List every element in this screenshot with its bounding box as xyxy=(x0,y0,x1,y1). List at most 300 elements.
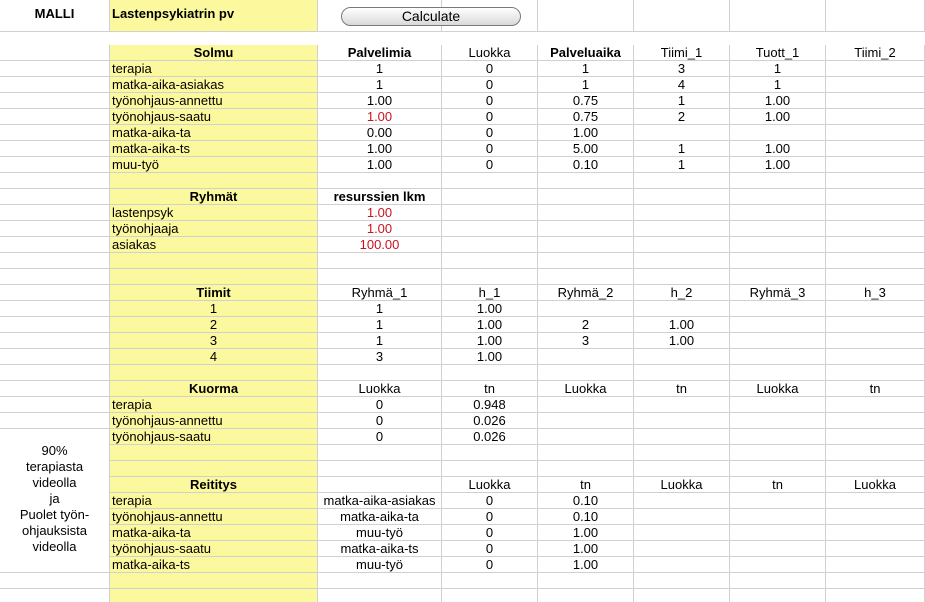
cell-c7[interactable] xyxy=(826,349,925,365)
cell-c2[interactable]: Luokka xyxy=(318,381,442,397)
cell-c3[interactable]: 0.948 xyxy=(442,397,538,413)
cell-c3[interactable]: h_1 xyxy=(442,285,538,301)
cell-c7[interactable] xyxy=(826,333,925,349)
side-note-line: videolla xyxy=(32,475,77,490)
sheet-row xyxy=(0,173,925,189)
cell-c7[interactable] xyxy=(826,493,925,509)
cell-c7[interactable] xyxy=(826,93,925,109)
calculate-button[interactable]: Calculate xyxy=(341,7,521,26)
cell-c5[interactable] xyxy=(634,205,730,221)
cell-c3[interactable]: 0 xyxy=(442,525,538,541)
cell-c7[interactable] xyxy=(826,61,925,77)
cell-c5[interactable] xyxy=(634,269,730,285)
cell-c4[interactable]: 0.10 xyxy=(538,157,634,173)
cell-c5[interactable] xyxy=(634,525,730,541)
cell-c7[interactable] xyxy=(826,461,925,477)
cell-c0[interactable] xyxy=(0,141,110,157)
cell-c1[interactable]: terapia xyxy=(110,397,318,413)
cell-c5[interactable] xyxy=(634,461,730,477)
cell-c2[interactable]: 1.00 xyxy=(318,93,442,109)
cell-c3[interactable] xyxy=(442,365,538,381)
cell-c3[interactable]: 1.00 xyxy=(442,349,538,365)
cell-c6[interactable]: 1.00 xyxy=(730,109,826,125)
cell-c2[interactable] xyxy=(318,173,442,189)
cell-c2[interactable]: 0.00 xyxy=(318,125,442,141)
cell-c1[interactable] xyxy=(110,269,318,285)
cell-c5[interactable] xyxy=(634,189,730,205)
cell-c1[interactable]: asiakas xyxy=(110,237,318,253)
cell-c4[interactable] xyxy=(538,189,634,205)
cell-c6[interactable] xyxy=(730,365,826,381)
cell-c4[interactable]: Palveluaika xyxy=(538,45,634,61)
cell-empty[interactable] xyxy=(826,0,925,32)
cell-c4[interactable]: 0.10 xyxy=(538,493,634,509)
cell-c1[interactable]: matka-aika-ta xyxy=(110,525,318,541)
cell-c4[interactable]: Ryhmä_2 xyxy=(538,285,634,301)
cell-c7[interactable] xyxy=(826,589,925,602)
cell-c7[interactable] xyxy=(826,445,925,461)
cell-c0[interactable] xyxy=(0,285,110,301)
cell-model-name[interactable]: Lastenpsykiatrin pv xyxy=(110,0,318,32)
cell-c5[interactable] xyxy=(634,365,730,381)
cell-c3[interactable]: 0 xyxy=(442,509,538,525)
cell-c6[interactable]: 1.00 xyxy=(730,93,826,109)
cell-c5[interactable] xyxy=(634,573,730,589)
cell-c1[interactable]: työnohjaus-annettu xyxy=(110,509,318,525)
cell-c5[interactable] xyxy=(634,301,730,317)
cell-c0[interactable] xyxy=(0,317,110,333)
cell-c3[interactable] xyxy=(442,269,538,285)
cell-c3[interactable]: 1.00 xyxy=(442,301,538,317)
cell-c0[interactable] xyxy=(0,333,110,349)
cell-c6[interactable]: Tuott_1 xyxy=(730,45,826,61)
cell-c3[interactable]: 0 xyxy=(442,93,538,109)
cell-c3[interactable]: tn xyxy=(442,381,538,397)
cell-c6[interactable] xyxy=(730,189,826,205)
cell-c1[interactable]: matka-aika-asiakas xyxy=(110,77,318,93)
cell-c7[interactable] xyxy=(826,189,925,205)
cell-c7[interactable] xyxy=(826,173,925,189)
cell-c1[interactable]: työnohjaus-annettu xyxy=(110,413,318,429)
cell-c6[interactable]: Luokka xyxy=(730,381,826,397)
cell-c4[interactable]: 2 xyxy=(538,317,634,333)
cell-c0[interactable] xyxy=(0,173,110,189)
cell-c2[interactable] xyxy=(318,461,442,477)
cell-c5[interactable] xyxy=(634,429,730,445)
cell-c2[interactable]: muu-työ xyxy=(318,557,442,573)
cell-c2[interactable]: matka-aika-ts xyxy=(318,541,442,557)
cell-c2[interactable]: Ryhmä_1 xyxy=(318,285,442,301)
cell-c1[interactable]: työnohjaus-saatu xyxy=(110,429,318,445)
cell-c1[interactable] xyxy=(110,573,318,589)
cell-c0[interactable] xyxy=(0,397,110,413)
cell-empty[interactable] xyxy=(538,0,634,32)
cell-c6[interactable] xyxy=(730,221,826,237)
sheet-row xyxy=(0,381,925,397)
cell-c6[interactable] xyxy=(730,589,826,602)
cell-c3[interactable] xyxy=(442,253,538,269)
cell-c3[interactable]: 0 xyxy=(442,125,538,141)
cell-c4[interactable]: 0.75 xyxy=(538,109,634,125)
cell-c4[interactable] xyxy=(538,429,634,445)
cell-c2[interactable]: resurssien lkm xyxy=(318,189,442,205)
cell-c0[interactable] xyxy=(0,45,110,61)
cell-c1[interactable] xyxy=(110,461,318,477)
cell-c3[interactable]: 0 xyxy=(442,141,538,157)
cell-c5[interactable]: 1.00 xyxy=(634,333,730,349)
cell-c2[interactable]: 1 xyxy=(318,61,442,77)
cell-c0[interactable] xyxy=(0,189,110,205)
cell-c6[interactable] xyxy=(730,541,826,557)
cell-c4[interactable] xyxy=(538,173,634,189)
cell-c7[interactable] xyxy=(826,573,925,589)
side-note-line: Puolet työn- xyxy=(19,507,90,522)
sheet-row xyxy=(0,333,925,349)
cell-c1[interactable]: Reititys xyxy=(110,477,318,493)
cell-c5[interactable] xyxy=(634,589,730,602)
sheet-row xyxy=(0,301,925,317)
cell-c1[interactable] xyxy=(110,365,318,381)
cell-c0[interactable] xyxy=(0,125,110,141)
cell-c6[interactable] xyxy=(730,573,826,589)
cell-c2[interactable] xyxy=(318,445,442,461)
cell-c1[interactable]: muu-työ xyxy=(110,157,318,173)
cell-c1[interactable]: matka-aika-ta xyxy=(110,125,318,141)
cell-c0[interactable] xyxy=(0,221,110,237)
cell-c0[interactable] xyxy=(0,589,110,602)
sheet-row xyxy=(0,285,925,301)
cell-c6[interactable] xyxy=(730,445,826,461)
cell-c4[interactable]: 3 xyxy=(538,333,634,349)
cell-c4[interactable] xyxy=(538,269,634,285)
cell-c4[interactable] xyxy=(538,237,634,253)
cell-c3[interactable] xyxy=(442,237,538,253)
cell-c4[interactable]: tn xyxy=(538,477,634,493)
cell-c7[interactable] xyxy=(826,157,925,173)
cell-c4[interactable] xyxy=(538,445,634,461)
cell-c5[interactable]: 4 xyxy=(634,77,730,93)
cell-c6[interactable]: 1 xyxy=(730,61,826,77)
cell-c2[interactable] xyxy=(318,269,442,285)
cell-c0[interactable] xyxy=(0,573,110,589)
cell-c4[interactable] xyxy=(538,589,634,602)
cell-c3[interactable] xyxy=(442,173,538,189)
sheet-row xyxy=(0,589,925,602)
cell-c3[interactable]: 0.026 xyxy=(442,429,538,445)
sheet-row xyxy=(0,461,925,477)
cell-c7[interactable] xyxy=(826,269,925,285)
cell-c2[interactable]: Palvelimia xyxy=(318,45,442,61)
cell-c7[interactable] xyxy=(826,413,925,429)
cell-c4[interactable] xyxy=(538,573,634,589)
cell-c0[interactable] xyxy=(0,365,110,381)
cell-empty[interactable] xyxy=(730,0,826,32)
cell-c0[interactable] xyxy=(0,381,110,397)
cell-c5[interactable] xyxy=(634,397,730,413)
cell-c6[interactable] xyxy=(730,557,826,573)
cell-c2[interactable]: 1 xyxy=(318,301,442,317)
sheet-row xyxy=(0,221,925,237)
cell-c7[interactable] xyxy=(826,237,925,253)
cell-c1[interactable]: Kuorma xyxy=(110,381,318,397)
cell-c2[interactable]: 100.00 xyxy=(318,237,442,253)
cell-c5[interactable]: 1 xyxy=(634,93,730,109)
cell-c2[interactable]: matka-aika-asiakas xyxy=(318,493,442,509)
cell-c6[interactable] xyxy=(730,237,826,253)
cell-c2[interactable]: 0 xyxy=(318,429,442,445)
cell-c3[interactable]: 0 xyxy=(442,157,538,173)
cell-c4[interactable]: 1.00 xyxy=(538,541,634,557)
cell-c6[interactable] xyxy=(730,333,826,349)
cell-c2[interactable] xyxy=(318,573,442,589)
sheet-row xyxy=(0,365,925,381)
cell-c2[interactable]: 1.00 xyxy=(318,221,442,237)
cell-c3[interactable]: 0 xyxy=(442,557,538,573)
cell-c2[interactable]: 0 xyxy=(318,397,442,413)
cell-c1[interactable]: Tiimit xyxy=(110,285,318,301)
cell-c1[interactable]: matka-aika-ts xyxy=(110,557,318,573)
cell-c1[interactable]: työnohjaus-annettu xyxy=(110,93,318,109)
cell-c0[interactable] xyxy=(0,253,110,269)
cell-c3[interactable]: 0 xyxy=(442,541,538,557)
side-note-line: 90% xyxy=(41,443,68,458)
cell-c1[interactable] xyxy=(110,589,318,602)
cell-c5[interactable]: tn xyxy=(634,381,730,397)
cell-c5[interactable] xyxy=(634,445,730,461)
cell-c0[interactable] xyxy=(0,61,110,77)
cell-c6[interactable] xyxy=(730,413,826,429)
cell-c6[interactable] xyxy=(730,397,826,413)
cell-c0[interactable] xyxy=(0,237,110,253)
cell-c1[interactable] xyxy=(110,445,318,461)
cell-c6[interactable]: tn xyxy=(730,477,826,493)
cell-c6[interactable] xyxy=(730,525,826,541)
cell-c3[interactable]: 1.00 xyxy=(442,317,538,333)
cell-c6[interactable] xyxy=(730,509,826,525)
sheet-row xyxy=(0,93,925,109)
cell-c4[interactable]: 1 xyxy=(538,61,634,77)
cell-c1[interactable]: 2 xyxy=(110,317,318,333)
cell-c7[interactable] xyxy=(826,525,925,541)
cell-c5[interactable]: 1 xyxy=(634,141,730,157)
cell-c6[interactable] xyxy=(730,493,826,509)
cell-c7[interactable] xyxy=(826,221,925,237)
cell-c6[interactable]: 1.00 xyxy=(730,157,826,173)
cell-c3[interactable] xyxy=(442,445,538,461)
cell-c5[interactable]: 1.00 xyxy=(634,317,730,333)
cell-c4[interactable] xyxy=(538,301,634,317)
cell-c2[interactable]: muu-työ xyxy=(318,525,442,541)
cell-c6[interactable] xyxy=(730,349,826,365)
cell-c4[interactable]: 1.00 xyxy=(538,557,634,573)
cell-c0[interactable] xyxy=(0,301,110,317)
cell-c7[interactable] xyxy=(826,125,925,141)
cell-c2[interactable] xyxy=(318,253,442,269)
cell-c5[interactable] xyxy=(634,237,730,253)
cell-c4[interactable] xyxy=(538,349,634,365)
cell-c1[interactable] xyxy=(110,253,318,269)
cell-c6[interactable]: 1.00 xyxy=(730,141,826,157)
sheet-row xyxy=(0,77,925,93)
cell-c2[interactable]: 1 xyxy=(318,333,442,349)
cell-c0[interactable] xyxy=(0,349,110,365)
cell-c5[interactable]: 1 xyxy=(634,157,730,173)
cell-c5[interactable] xyxy=(634,173,730,189)
cell-c6[interactable] xyxy=(730,269,826,285)
cell-c5[interactable] xyxy=(634,253,730,269)
cell-c6[interactable] xyxy=(730,125,826,141)
cell-c7[interactable] xyxy=(826,253,925,269)
cell-c6[interactable] xyxy=(730,461,826,477)
cell-c1[interactable]: 1 xyxy=(110,301,318,317)
cell-c3[interactable] xyxy=(442,573,538,589)
cell-empty[interactable] xyxy=(634,0,730,32)
cell-c1[interactable]: työnohjaus-saatu xyxy=(110,109,318,125)
cell-c5[interactable] xyxy=(634,125,730,141)
cell-c7[interactable] xyxy=(826,77,925,93)
cell-c1[interactable]: terapia xyxy=(110,61,318,77)
cell-c2[interactable]: 1 xyxy=(318,77,442,93)
cell-c3[interactable]: Luokka xyxy=(442,45,538,61)
cell-c7[interactable]: h_3 xyxy=(826,285,925,301)
cell-c1[interactable]: 4 xyxy=(110,349,318,365)
cell-c5[interactable]: Tiimi_1 xyxy=(634,45,730,61)
cell-c6[interactable]: 1 xyxy=(730,77,826,93)
cell-c0[interactable] xyxy=(0,77,110,93)
cell-c5[interactable] xyxy=(634,557,730,573)
cell-c3[interactable]: 1.00 xyxy=(442,333,538,349)
cell-c1[interactable] xyxy=(110,173,318,189)
cell-c1[interactable]: työnohjaaja xyxy=(110,221,318,237)
cell-c2[interactable]: 1.00 xyxy=(318,141,442,157)
cell-c3[interactable]: 0 xyxy=(442,77,538,93)
cell-c5[interactable]: h_2 xyxy=(634,285,730,301)
cell-c0[interactable] xyxy=(0,157,110,173)
cell-c4[interactable]: 1.00 xyxy=(538,125,634,141)
cell-c7[interactable] xyxy=(826,205,925,221)
cell-c1[interactable]: lastenpsyk xyxy=(110,205,318,221)
cell-c4[interactable] xyxy=(538,413,634,429)
cell-c2[interactable] xyxy=(318,589,442,602)
cell-c5[interactable]: 2 xyxy=(634,109,730,125)
cell-c6[interactable] xyxy=(730,301,826,317)
cell-c3[interactable]: 0 xyxy=(442,61,538,77)
cell-c6[interactable] xyxy=(730,253,826,269)
cell-c7[interactable] xyxy=(826,317,925,333)
cell-c3[interactable]: 0.026 xyxy=(442,413,538,429)
cell-c2[interactable]: 1.00 xyxy=(318,109,442,125)
cell-c2[interactable]: 1.00 xyxy=(318,205,442,221)
cell-c0[interactable] xyxy=(0,269,110,285)
cell-c4[interactable] xyxy=(538,253,634,269)
cell-c2[interactable]: 1 xyxy=(318,317,442,333)
cell-c7[interactable] xyxy=(826,141,925,157)
cell-c4[interactable] xyxy=(538,397,634,413)
cell-c1[interactable]: matka-aika-ts xyxy=(110,141,318,157)
cell-c5[interactable] xyxy=(634,221,730,237)
cell-c3[interactable] xyxy=(442,189,538,205)
cell-c2[interactable]: 1.00 xyxy=(318,157,442,173)
cell-c4[interactable] xyxy=(538,461,634,477)
sheet-row xyxy=(0,109,925,125)
cell-c2[interactable] xyxy=(318,365,442,381)
cell-c3[interactable]: 0 xyxy=(442,493,538,509)
cell-c0[interactable] xyxy=(0,205,110,221)
cell-c7[interactable] xyxy=(826,509,925,525)
sheet-row xyxy=(0,189,925,205)
sheet-row xyxy=(0,125,925,141)
cell-c1[interactable]: terapia xyxy=(110,493,318,509)
cell-c3[interactable]: Luokka xyxy=(442,477,538,493)
cell-c3[interactable] xyxy=(442,221,538,237)
cell-c7[interactable] xyxy=(826,109,925,125)
cell-c7[interactable] xyxy=(826,557,925,573)
cell-c0[interactable] xyxy=(0,413,110,429)
cell-c7[interactable]: Tiimi_2 xyxy=(826,45,925,61)
cell-c6[interactable] xyxy=(730,205,826,221)
cell-c3[interactable]: 0 xyxy=(442,109,538,125)
cell-c1[interactable]: 3 xyxy=(110,333,318,349)
cell-c2[interactable]: matka-aika-ta xyxy=(318,509,442,525)
cell-c3[interactable] xyxy=(442,205,538,221)
cell-model-label[interactable]: MALLI xyxy=(0,0,110,32)
cell-c4[interactable]: 5.00 xyxy=(538,141,634,157)
cell-c5[interactable] xyxy=(634,413,730,429)
cell-c7[interactable] xyxy=(826,301,925,317)
cell-c6[interactable] xyxy=(730,429,826,445)
cell-c4[interactable] xyxy=(538,205,634,221)
cell-c5[interactable]: 3 xyxy=(634,61,730,77)
cell-c5[interactable]: Luokka xyxy=(634,477,730,493)
cell-c7[interactable] xyxy=(826,541,925,557)
cell-c0[interactable] xyxy=(0,93,110,109)
cell-c4[interactable]: Luokka xyxy=(538,381,634,397)
sheet-row xyxy=(0,525,925,541)
cell-c6[interactable] xyxy=(730,317,826,333)
cell-c4[interactable]: 0.75 xyxy=(538,93,634,109)
cell-c3[interactable] xyxy=(442,589,538,602)
cell-c4[interactable] xyxy=(538,365,634,381)
cell-c5[interactable] xyxy=(634,541,730,557)
sheet-row xyxy=(0,477,925,493)
cell-c1[interactable]: Ryhmät xyxy=(110,189,318,205)
cell-c2[interactable]: 3 xyxy=(318,349,442,365)
sheet-row xyxy=(0,397,925,413)
cell-c5[interactable] xyxy=(634,349,730,365)
cell-c1[interactable]: Solmu xyxy=(110,45,318,61)
cell-c4[interactable] xyxy=(538,221,634,237)
cell-c2[interactable] xyxy=(318,477,442,493)
sheet-row xyxy=(0,269,925,285)
sheet-row xyxy=(0,413,925,429)
cell-c7[interactable] xyxy=(826,429,925,445)
cell-c4[interactable]: 0.10 xyxy=(538,509,634,525)
cell-c6[interactable]: Ryhmä_3 xyxy=(730,285,826,301)
cell-c7[interactable] xyxy=(826,365,925,381)
cell-c5[interactable] xyxy=(634,493,730,509)
cell-c5[interactable] xyxy=(634,509,730,525)
cell-c7[interactable]: Luokka xyxy=(826,477,925,493)
cell-c7[interactable]: tn xyxy=(826,381,925,397)
cell-c1[interactable]: työnohjaus-saatu xyxy=(110,541,318,557)
cell-c4[interactable]: 1.00 xyxy=(538,525,634,541)
cell-c6[interactable] xyxy=(730,173,826,189)
cell-c3[interactable] xyxy=(442,461,538,477)
cell-c4[interactable]: 1 xyxy=(538,77,634,93)
cell-c0[interactable] xyxy=(0,109,110,125)
cell-c2[interactable]: 0 xyxy=(318,413,442,429)
cell-c7[interactable] xyxy=(826,397,925,413)
